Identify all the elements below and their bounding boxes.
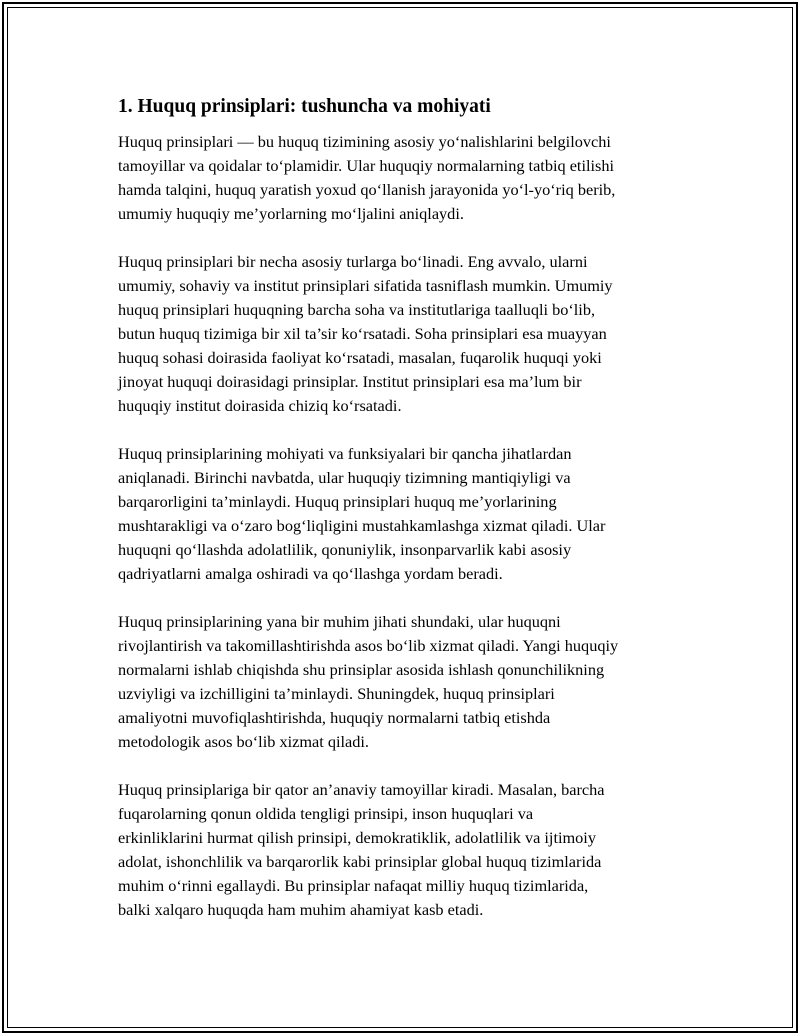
text-line: qadriyatlarni amalga oshiradi va qo‘llashga yordam beradi. <box>118 564 503 583</box>
text-line: Huquq prinsiplarining yana bir muhim jihati shundaki, ular huquqni <box>118 612 561 631</box>
text-line: amaliyotni muvofiqlashtirishda, huquqiy normalarni tatbiq etishda <box>118 708 551 727</box>
text-line: huquqiy institut doirasida chiziq ko‘rsatadi. <box>118 396 402 415</box>
paragraph-1 <box>118 130 698 226</box>
paragraph-2 <box>118 250 698 418</box>
text-line: Huquq prinsiplari — bu huquq tizimining asosiy yo‘nalishlarini belgilovchi <box>118 132 611 151</box>
text-line: fuqarolarning qonun oldida tengligi prinsipi, inson huquqlari va <box>118 804 534 823</box>
text-line: Huquq prinsiplariga bir qator an’anaviy tamoyillar kiradi. Masalan, barcha <box>118 780 605 799</box>
paragraph-3 <box>118 442 698 586</box>
text-line: tamoyillar va qoidalar to‘plamidir. Ular huquqiy normalarning tatbiq etilishi <box>118 156 615 175</box>
text-line: barqarorligini ta’minlaydi. Huquq prinsiplari huquq me’yorlarining <box>118 492 557 511</box>
paragraph-5 <box>118 778 698 922</box>
text-line: jinoyat huquqi doirasidagi prinsiplar. Institut prinsiplari esa ma’lum bir <box>118 372 582 391</box>
text-line: aniqlanadi. Birinchi navbatda, ular huquqiy tizimning mantiqiyligi va <box>118 468 571 487</box>
text-line: metodologik asos bo‘lib xizmat qiladi. <box>118 732 369 751</box>
text-line: Huquq prinsiplarining mohiyati va funksiyalari bir qancha jihatlardan <box>118 444 572 463</box>
text-line: erkinliklarini hurmat qilish prinsipi, demokratiklik, adolatlilik va ijtimoiy <box>118 828 596 847</box>
text-line: Huquq prinsiplari bir necha asosiy turlarga bo‘linadi. Eng avvalo, ularni <box>118 252 588 271</box>
section-heading: 1. Huquq prinsiplari: tushuncha va mohiyati <box>118 96 491 117</box>
document-body <box>118 95 698 946</box>
text-line: uzviyligi va izchilligini ta’minlaydi. Shuningdek, huquq prinsiplari <box>118 684 555 703</box>
text-line: huquq prinsiplari huquqning barcha soha va institutlariga taalluqli bo‘lib, <box>118 300 596 319</box>
text-line: huquq sohasi doirasida faoliyat ko‘rsatadi, masalan, fuqarolik huquqi yoki <box>118 348 602 367</box>
text-line: balki xalqaro huquqda ham muhim ahamiyat kasb etadi. <box>118 900 484 919</box>
text-line: mushtarakligi va o‘zaro bog‘liqligini mustahkamlashga xizmat qiladi. Ular <box>118 516 606 535</box>
text-line: normalarni ishlab chiqishda shu prinsiplar asosida ishlash qonunchilikning <box>118 660 605 679</box>
text-line: adolat, ishonchlilik va barqarorlik kabi prinsiplar global huquq tizimlarida <box>118 852 602 871</box>
text-line: rivojlantirish va takomillashtirishda asos bo‘lib xizmat qiladi. Yangi huquqiy <box>118 636 619 655</box>
text-line: umumiy, sohaviy va institut prinsiplari sifatida tasniflash mumkin. Umumiy <box>118 276 613 295</box>
text-line: hamda talqini, huquq yaratish yoxud qo‘llanish jarayonida yo‘l-yo‘riq berib, <box>118 180 616 199</box>
text-line: huquqni qo‘llashda adolatlilik, qonuniylik, insonparvarlik kabi asosiy <box>118 540 572 559</box>
text-line: umumiy huquqiy me’yorlarning mo‘ljalini aniqlaydi. <box>118 204 464 223</box>
text-line: butun huquq tizimiga bir xil ta’sir ko‘rsatadi. Soha prinsiplari esa muayyan <box>118 324 607 343</box>
paragraph-4 <box>118 610 698 754</box>
text-line: muhim o‘rinni egallaydi. Bu prinsiplar nafaqat milliy huquq tizimlarida, <box>118 876 589 895</box>
